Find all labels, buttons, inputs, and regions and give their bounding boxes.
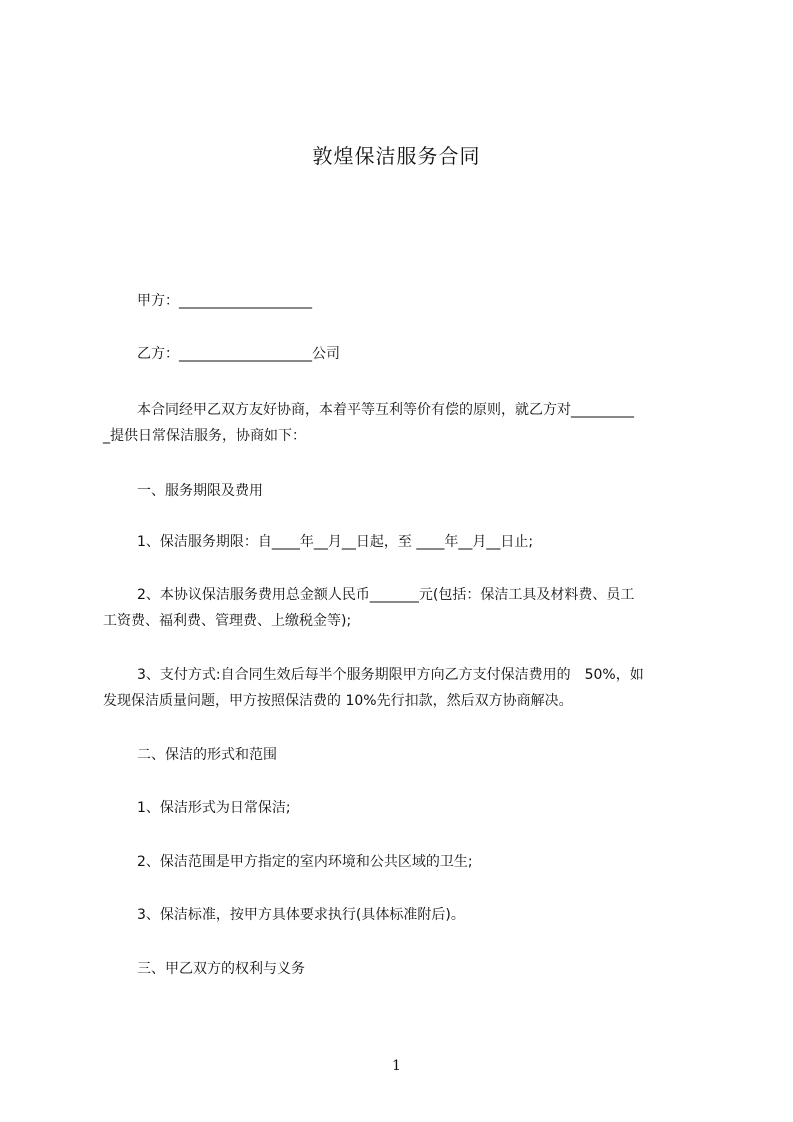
- section1-heading: 一、服务期限及费用: [137, 483, 263, 499]
- intro-paragraph-line2: _提供日常保洁服务，协商如下：: [103, 428, 306, 444]
- section1-item2-line2: 工资费、福利费、管理费、上缴税金等);: [103, 613, 352, 629]
- section2-item1: 1、保洁形式为日常保洁;: [137, 800, 291, 816]
- section1-item1: 1、保洁服务期限：自____年__月__日起，至 ____年__月__日止;: [137, 534, 534, 550]
- section2-item2: 2、保洁范围是甲方指定的室内环境和公共区域的卫生;: [137, 854, 473, 870]
- section3-heading: 三、甲乙双方的权利与义务: [137, 961, 305, 977]
- document-title: 敦煌保洁服务合同: [312, 144, 481, 168]
- party-a-line: 甲方：___________________: [137, 293, 312, 309]
- section2-heading: 二、保洁的形式和范围: [137, 747, 277, 763]
- section1-item3-line1: 3、支付方式:自合同生效后每半个服务期限甲方向乙方支付保洁费用的 50%，如: [137, 667, 644, 683]
- section2-item3: 3、保洁标准，按甲方具体要求执行(具体标准附后)。: [137, 907, 465, 923]
- party-b-line: 乙方：___________________公司: [137, 346, 340, 362]
- intro-paragraph-line1: 本合同经甲乙双方友好协商，本着平等互利等价有偿的原则，就乙方对_________: [137, 402, 634, 418]
- page-number: 1: [392, 1058, 401, 1074]
- section1-item3-line2: 发现保洁质量问题，甲方按照保洁费的 10%先行扣款，然后双方协商解决。: [103, 693, 573, 709]
- section1-item2-line1: 2、本协议保洁服务费用总金额人民币_______元(包括：保洁工具及材料费、员工: [137, 587, 635, 603]
